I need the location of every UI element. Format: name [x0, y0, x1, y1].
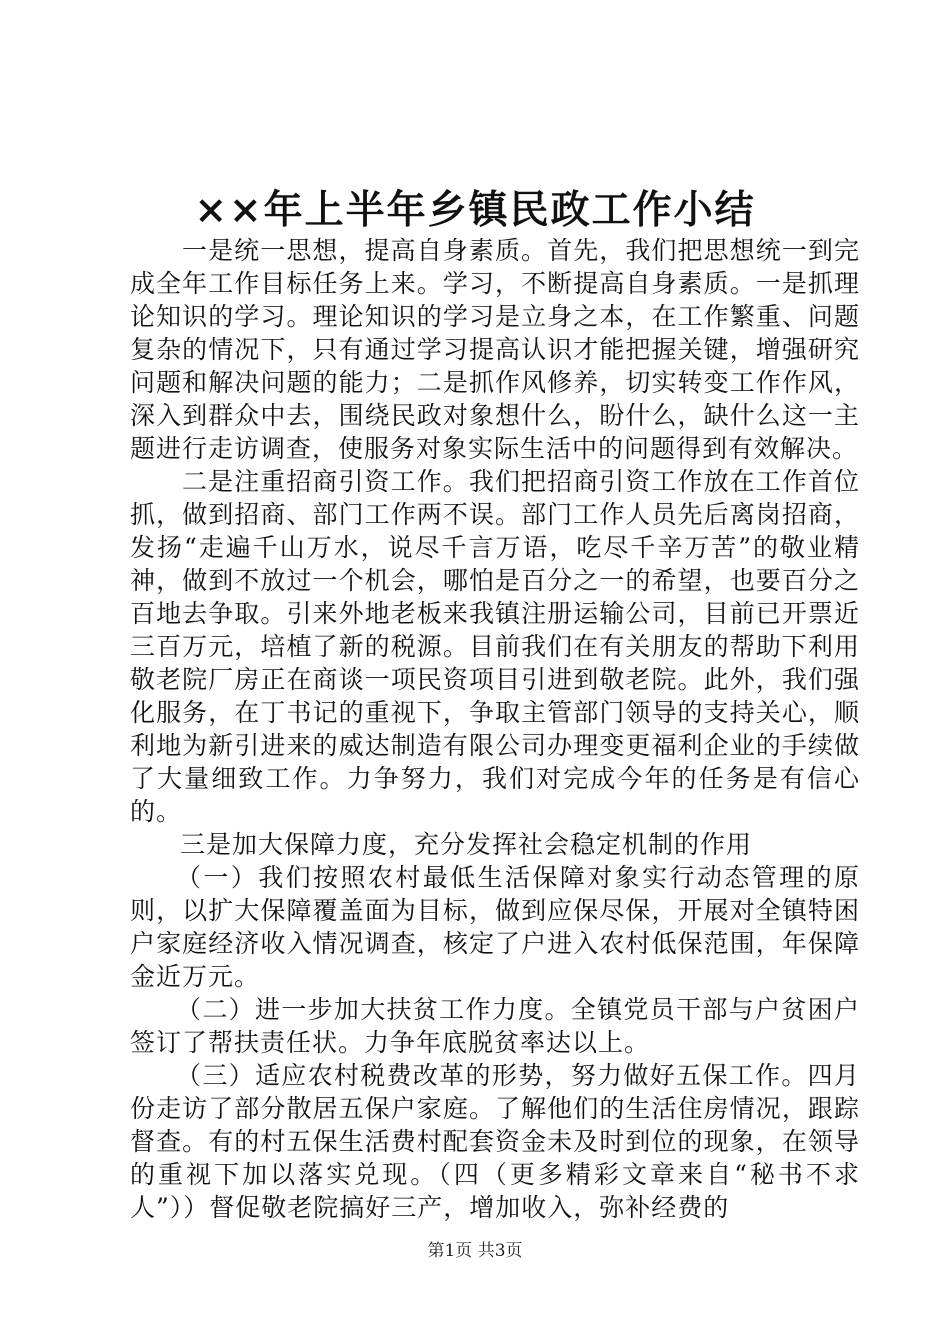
document-body [130, 234, 860, 1224]
paragraph-1: 一是统一思想，提高自身素质。首先，我们把思想统一到完成全年工作目标任务上来。学习，不断提高自身素质。一是抓理论知识的学习。理论知识的学习是立身之本，在工作繁重、问题复杂的情况下，只有通过学习提高认识才能把握关键，增强研究问题和解决问题的能力；二是抓作风修养，切实转变工作作风，深入到群众中去，围绕民政对象想什么，盼什么，缺什么这一主题进行走访调查，使服务对象实际生活中的问题得到有效解决。 [130, 236, 860, 463]
document-title: ××年上半年乡镇民政工作小结 [194, 187, 756, 233]
paragraph-3: 三是加大保障力度，充分发挥社会稳定机制的作用 [180, 830, 753, 859]
page-footer: 第1页 共3页 [427, 1241, 523, 1261]
paragraph-4: （一）我们按照农村最低生活保障对象实行动态管理的原则，以扩大保障覆盖面为目标，做到应保尽保，开展对全镇特困户家庭经济收入情况调查，核定了户进入农村低保范围，年保障金近万元。 [130, 863, 860, 991]
paragraph-5: （二）进一步加大扶贫工作力度。全镇党员干部与户贫困户签订了帮扶责任状。力争年底脱贫率达以上。 [130, 995, 860, 1057]
paragraph-2: 二是注重招商引资工作。我们把招商引资工作放在工作首位抓，做到招商、部门工作两不误。部门工作人员先后离岗招商，发扬“走遍千山万水，说尽千言万语，吃尽千辛万苦”的敬业精神，做到不放过一个机会，哪怕是百分之一的希望，也要百分之百地去争取。引来外地老板来我镇注册运输公司，目前已开票近三百万元，培植了新的税源。目前我们在有关朋友的帮助下利用敬老院厂房正在商谈一项民资项目引进到敬老院。此外，我们强化服务，在丁书记的重视下，争取主管部门领导的支持关心，顺利地为新引进来的威达制造有限公司办理变更福利企业的手续做了大量细致工作。力争努力，我们对完成今年的任务是有信心的。 [130, 467, 860, 826]
paragraph-6: （三）适应农村税费改革的形势，努力做好五保工作。四月份走访了部分散居五保户家庭。了解他们的生活住房情况，跟踪督查。有的村五保生活费村配套资金未及时到位的现象，在领导的重视下加以落实兑现。（四（更多精彩文章来自“秘书不求人”））督促敬老院搞好三产，增加收入，弥补经费的 [130, 1061, 860, 1222]
